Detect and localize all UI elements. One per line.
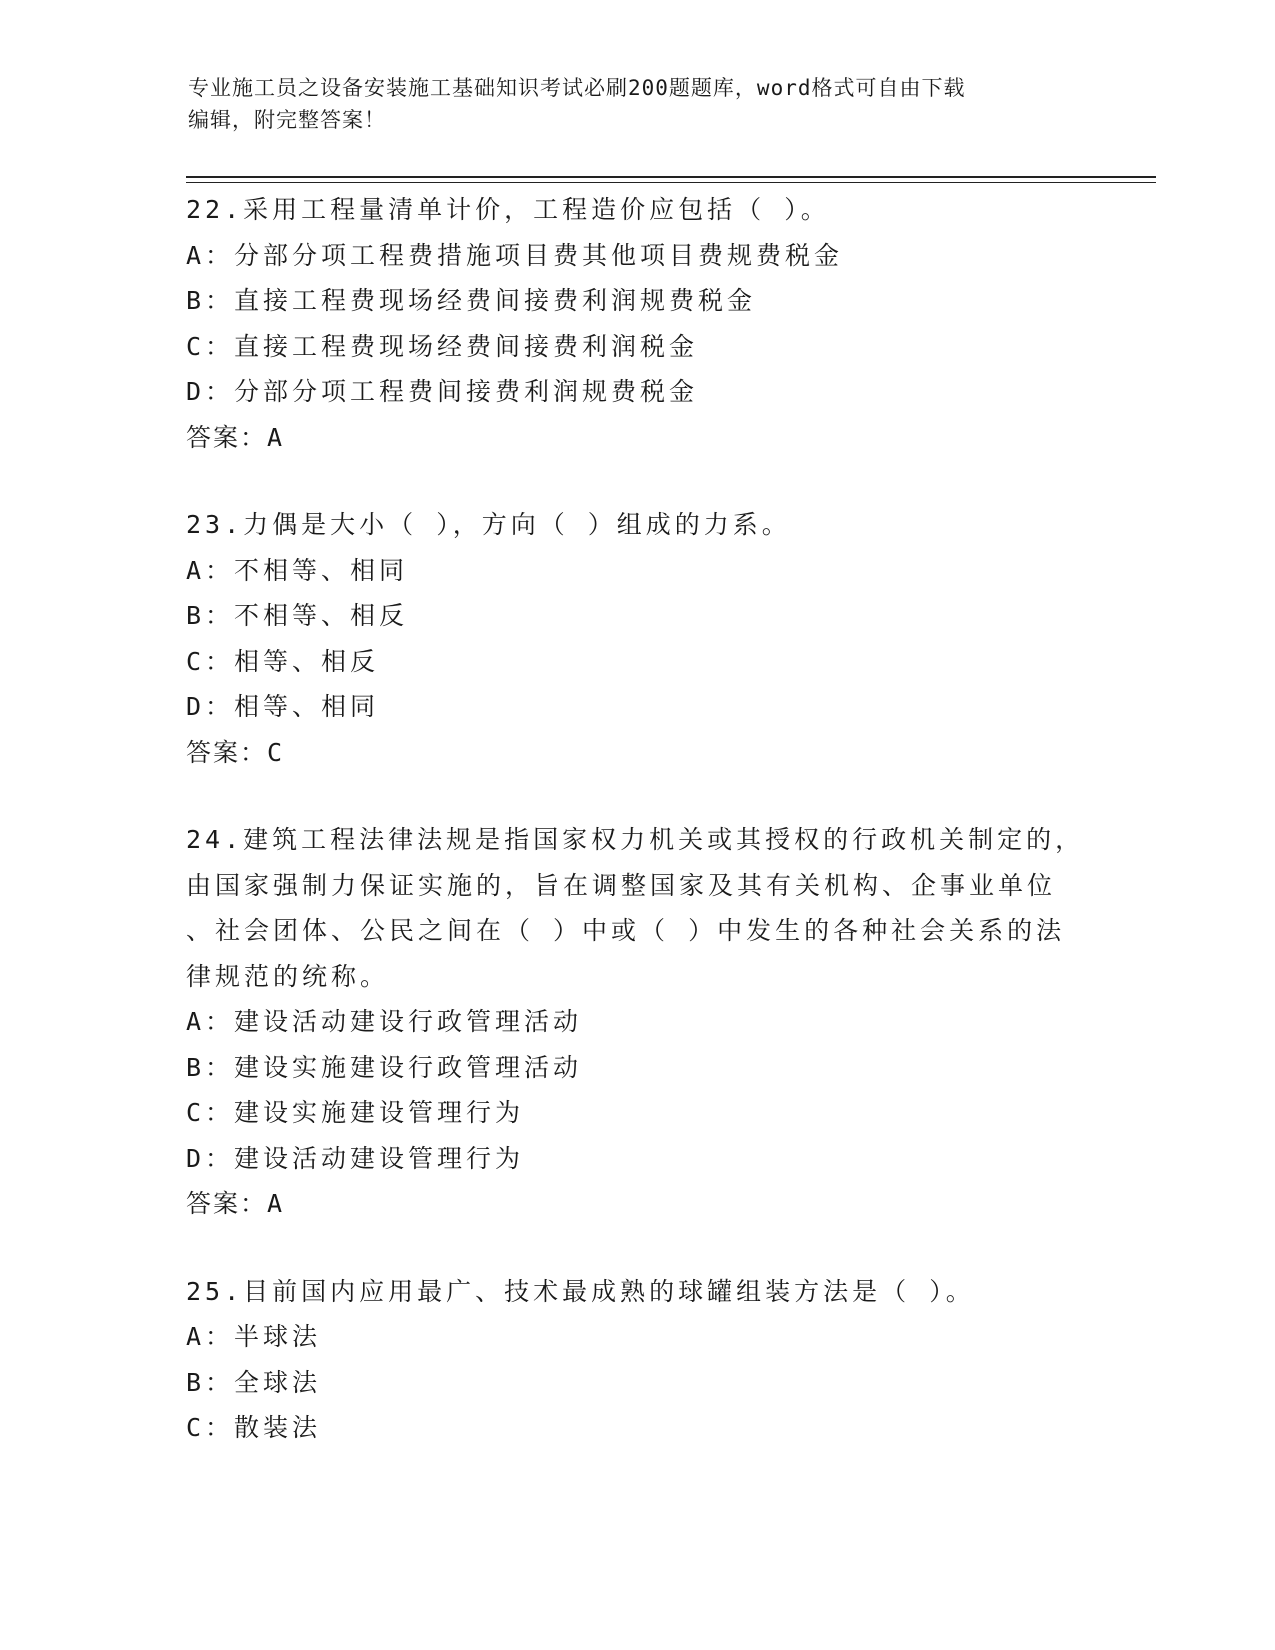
question-stem — [186, 502, 1086, 548]
option-d: D：分部分项工程费间接费利润规费税金 — [186, 377, 699, 406]
option-a: A：建设活动建设行政管理活动 — [186, 1007, 583, 1036]
option-d: D：建设活动建设管理行为 — [186, 1143, 525, 1173]
question-list — [186, 187, 1086, 1493]
header-line-2: 编辑，附完整答案！ — [188, 108, 386, 132]
stem-line: 25.目前国内应用最广、技术最成熟的球罐组装方法是（ ）。 — [186, 1276, 975, 1306]
answer-line: 答案：C — [186, 737, 285, 767]
option-b: B：直接工程费现场经费间接费利润规费税金 — [186, 286, 757, 315]
document-header — [188, 72, 1088, 136]
question-stem — [186, 817, 1086, 999]
option-a: A：不相等、相同 — [186, 555, 409, 585]
option-b: B：不相等、相反 — [186, 601, 409, 630]
stem-line: 22.采用工程量清单计价，工程造价应包括（ ）。 — [186, 195, 830, 224]
option-c: C：建设实施建设管理行为 — [186, 1098, 525, 1127]
stem-line: 24.建筑工程法律法规是指国家权力机关或其授权的行政机关制定的， — [186, 825, 1085, 854]
answer-line: 答案：A — [186, 422, 285, 452]
question-22 — [186, 187, 1086, 460]
question-stem — [186, 1269, 1086, 1315]
stem-line: 律规范的统称。 — [186, 961, 390, 991]
option-b: B：全球法 — [186, 1367, 322, 1397]
option-d: D：相等、相同 — [186, 692, 380, 721]
answer-line: 答案：A — [186, 1189, 285, 1218]
stem-line: 、社会团体、公民之间在（ ）中或（ ）中发生的各种社会关系的法 — [186, 916, 1066, 945]
option-c: C：直接工程费现场经费间接费利润税金 — [186, 331, 699, 361]
stem-line: 由国家强制力保证实施的，旨在调整国家及其有关机构、企事业单位 — [186, 870, 1057, 900]
option-a: A：半球法 — [186, 1322, 322, 1351]
header-divider — [186, 176, 1156, 183]
question-23 — [186, 502, 1086, 775]
header-line-1: 专业施工员之设备安装施工基础知识考试必刷200题题库，word格式可自由下载 — [188, 76, 966, 100]
option-c: C：散装法 — [186, 1413, 322, 1442]
option-b: B：建设实施建设行政管理活动 — [186, 1052, 583, 1082]
stem-line: 23.力偶是大小（ ），方向（ ）组成的力系。 — [186, 510, 791, 539]
question-24 — [186, 817, 1086, 1227]
option-c: C：相等、相反 — [186, 646, 380, 676]
option-a: A：分部分项工程费措施项目费其他项目费规费税金 — [186, 240, 844, 270]
question-stem — [186, 187, 1086, 233]
question-25 — [186, 1269, 1086, 1451]
